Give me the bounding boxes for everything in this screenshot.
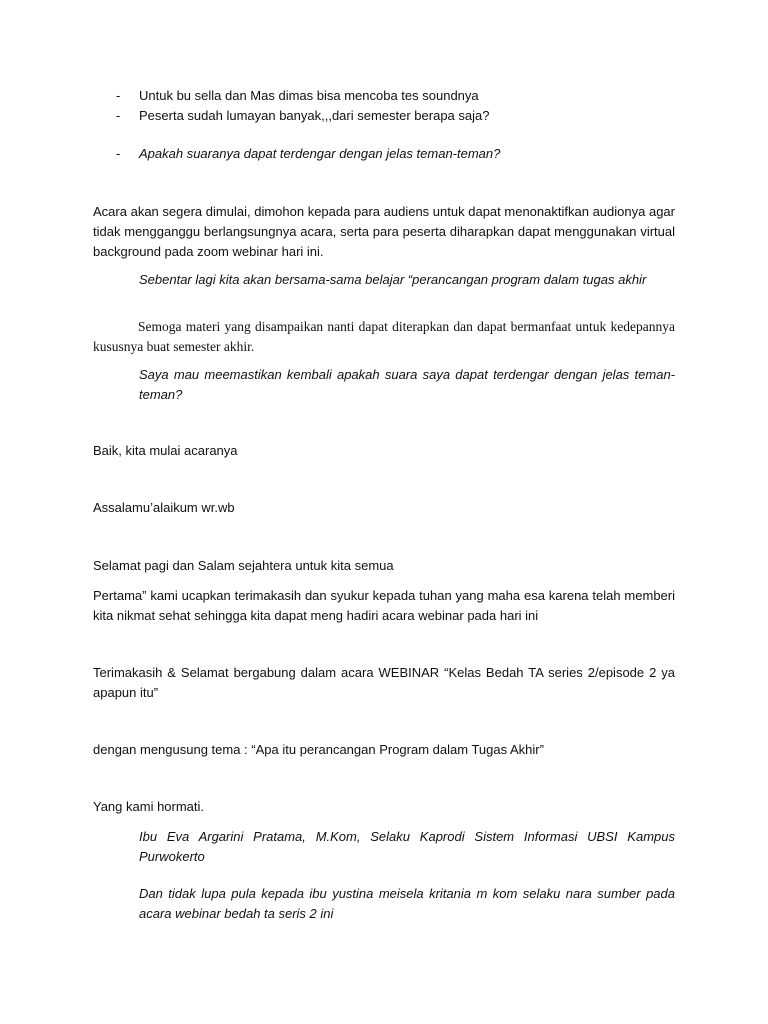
bullet-text: Peserta sudah lumayan banyak,,,dari semester berapa saja?: [139, 108, 490, 123]
bullet-dash: -: [116, 88, 121, 103]
bullet-item: [116, 106, 676, 126]
paragraph-sebentar: Sebentar lagi kita akan bersama-sama belajar “perancangan program dalam tugas akhir: [139, 272, 647, 287]
bullet-item: [116, 144, 676, 164]
paragraph-selamat: Selamat pagi dan Salam sejahtera untuk kita semua: [93, 558, 394, 573]
paragraph-salam: Assalamu’alaikum wr.wb: [93, 500, 235, 515]
bullet-text: Apakah suaranya dapat terdengar dengan jelas teman-teman?: [139, 146, 501, 161]
paragraph-tema: dengan mengusung tema : “Apa itu perancangan Program dalam Tugas Akhir”: [93, 742, 544, 757]
paragraph-semoga: Semoga materi yang disampaikan nanti dapat diterapkan dan dapat bermanfaat untuk kedepannya kususnya buat semester akhir.: [93, 319, 675, 354]
paragraph-baik: Baik, kita mulai acaranya: [93, 443, 238, 458]
paragraph-saya: Saya mau meemastikan kembali apakah suara saya dapat terdengar dengan jelas teman-teman?: [139, 367, 675, 402]
bullet-text: Untuk bu sella dan Mas dimas bisa mencoba tes soundnya: [139, 88, 479, 103]
paragraph-hormati: Yang kami hormati.: [93, 799, 205, 814]
paragraph-ibu-eva: Ibu Eva Argarini Pratama, M.Kom, Selaku Kaprodi Sistem Informasi UBSI Kampus Purwokerto: [139, 829, 675, 864]
paragraph-terimakasih: Terimakasih & Selamat bergabung dalam acara WEBINAR “Kelas Bedah TA series 2/episode 2 ya apapun itu”: [93, 665, 675, 700]
bullet-item: [116, 86, 676, 106]
paragraph-acara: Acara akan segera dimulai, dimohon kepada para audiens untuk dapat menonaktifkan audionya agar tidak mengganggu berlangsungnya acara, serta para peserta diharapkan dapat menggunakan virtual background pada zoom webinar hari ini.: [93, 204, 675, 259]
bullet-dash: -: [116, 108, 121, 123]
paragraph-dan-tidak: Dan tidak lupa pula kepada ibu yustina meisela kritania m kom selaku nara sumber pada acara webinar bedah ta seris 2 ini: [139, 886, 675, 921]
paragraph-pertama: Pertama” kami ucapkan terimakasih dan syukur kepada tuhan yang maha esa karena telah memberi kita nikmat sehat sehingga kita dapat meng hadiri acara webinar pada hari ini: [93, 588, 675, 623]
bullet-dash: -: [116, 146, 121, 161]
